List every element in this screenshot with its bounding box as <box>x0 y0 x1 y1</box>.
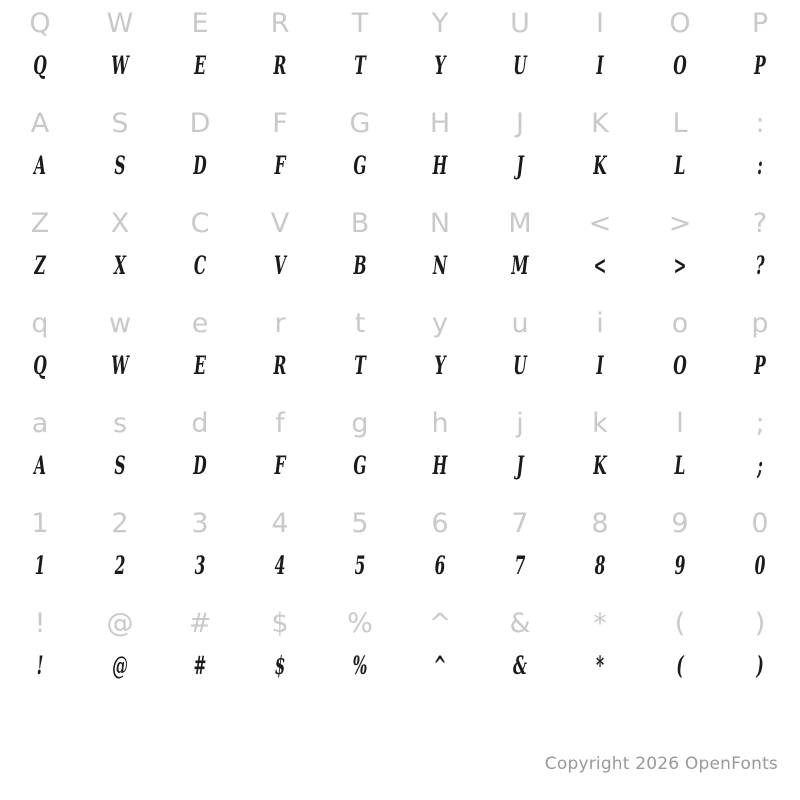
glyph-sample: $ <box>274 651 286 680</box>
key-label: > <box>668 208 692 239</box>
glyph-sample: S <box>114 151 126 180</box>
specimen-row-group <box>0 404 800 504</box>
glyph-sample: 6 <box>434 551 446 580</box>
glyph-sample: ? <box>755 251 765 280</box>
glyph-row <box>0 539 800 578</box>
key-label: w <box>108 308 132 339</box>
key-label: % <box>347 608 373 639</box>
glyph-row <box>0 639 800 678</box>
glyph-sample: D <box>193 151 207 180</box>
key-label: * <box>593 608 607 639</box>
glyph-sample: Y <box>434 351 446 380</box>
glyph-sample: : <box>757 151 763 180</box>
glyph-sample: L <box>674 151 686 180</box>
specimen-row-group <box>0 104 800 204</box>
key-label: 9 <box>671 508 689 539</box>
glyph-sample: G <box>353 151 367 180</box>
key-label: r <box>274 308 286 339</box>
key-label: 0 <box>751 508 769 539</box>
glyph-sample: 1 <box>34 551 46 580</box>
glyph-sample: 2 <box>114 551 126 580</box>
key-label-row <box>0 504 800 539</box>
key-label-row <box>0 604 800 639</box>
key-label: ) <box>754 608 766 639</box>
glyph-sample: H <box>432 451 448 480</box>
glyph-sample: U <box>513 51 527 80</box>
glyph-sample: Z <box>34 251 46 280</box>
key-label: H <box>429 108 451 139</box>
key-label: W <box>106 8 134 39</box>
key-label: f <box>275 408 285 439</box>
glyph-sample: R <box>273 351 287 380</box>
glyph-sample: N <box>432 251 448 280</box>
glyph-sample: 9 <box>674 551 686 580</box>
key-label: L <box>672 108 688 139</box>
glyph-sample: P <box>754 351 766 380</box>
key-label: A <box>30 108 50 139</box>
glyph-sample: * <box>595 651 605 680</box>
glyph-sample: 3 <box>194 551 206 580</box>
specimen-row-group <box>0 604 800 704</box>
glyph-sample: ! <box>36 651 44 680</box>
glyph-sample: 8 <box>594 551 606 580</box>
key-label: F <box>272 108 288 139</box>
key-label: i <box>596 308 604 339</box>
key-label: q <box>31 308 49 339</box>
key-label: o <box>671 308 689 339</box>
glyph-sample: X <box>113 251 127 280</box>
key-label: e <box>191 308 209 339</box>
key-label: : <box>755 108 765 139</box>
glyph-sample: T <box>354 51 366 80</box>
glyph-sample: J <box>516 451 524 480</box>
key-label: N <box>429 208 451 239</box>
glyph-sample: C <box>193 251 207 280</box>
key-label: ; <box>755 408 765 439</box>
glyph-sample: > <box>673 251 687 280</box>
key-label: U <box>510 8 530 39</box>
glyph-sample: # <box>193 651 207 680</box>
key-label: C <box>190 208 210 239</box>
key-label: & <box>509 608 531 639</box>
key-label: a <box>31 408 49 439</box>
glyph-sample: O <box>673 351 687 380</box>
glyph-row <box>0 339 800 378</box>
key-label: ? <box>752 208 768 239</box>
glyph-sample: 7 <box>514 551 526 580</box>
key-label: 7 <box>511 508 529 539</box>
glyph-sample: E <box>194 51 206 80</box>
glyph-sample: & <box>512 651 527 680</box>
key-label: P <box>751 8 769 39</box>
glyph-sample: 4 <box>274 551 286 580</box>
glyph-sample: J <box>516 151 524 180</box>
glyph-sample: A <box>33 451 47 480</box>
key-label: $ <box>271 608 289 639</box>
key-label: K <box>591 108 609 139</box>
specimen-row-group <box>0 4 800 104</box>
glyph-sample: W <box>111 51 129 80</box>
glyph-row <box>0 239 800 278</box>
glyph-sample: T <box>354 351 366 380</box>
key-label: 8 <box>591 508 609 539</box>
key-label: ^ <box>428 608 452 639</box>
key-label: # <box>188 608 212 639</box>
key-label-row <box>0 304 800 339</box>
glyph-sample: B <box>353 251 367 280</box>
glyph-sample: Q <box>33 351 47 380</box>
glyph-sample: K <box>593 451 607 480</box>
key-label: T <box>351 8 369 39</box>
glyph-sample: H <box>432 151 448 180</box>
key-label: G <box>349 108 371 139</box>
glyph-sample: Q <box>33 51 47 80</box>
key-label-row <box>0 104 800 139</box>
glyph-sample: E <box>194 351 206 380</box>
key-label: 2 <box>111 508 129 539</box>
key-label: k <box>592 408 608 439</box>
specimen-row-group <box>0 304 800 404</box>
key-label: s <box>112 408 128 439</box>
key-label: I <box>596 8 604 39</box>
key-label: y <box>432 308 448 339</box>
key-label: < <box>588 208 612 239</box>
key-label: j <box>516 408 524 439</box>
key-label: 3 <box>191 508 209 539</box>
key-label: h <box>431 408 449 439</box>
key-label: E <box>191 8 209 39</box>
glyph-sample: L <box>674 451 686 480</box>
key-label: Y <box>431 8 449 39</box>
glyph-sample: S <box>114 451 126 480</box>
key-label-row <box>0 204 800 239</box>
glyph-sample: ) <box>756 651 764 680</box>
key-label: 5 <box>351 508 369 539</box>
key-label: l <box>676 408 684 439</box>
glyph-sample: @ <box>112 651 128 680</box>
glyph-sample: G <box>353 451 367 480</box>
glyph-sample: < <box>593 251 607 280</box>
glyph-sample: Y <box>434 51 446 80</box>
glyph-sample: R <box>273 51 287 80</box>
glyph-sample: I <box>596 351 604 380</box>
glyph-row <box>0 39 800 78</box>
copyright-notice: Copyright 2026 OpenFonts <box>544 754 778 774</box>
glyph-sample: M <box>511 251 529 280</box>
glyph-sample: ^ <box>433 651 447 680</box>
glyph-sample: 5 <box>354 551 366 580</box>
glyph-sample: F <box>274 451 286 480</box>
key-label-row <box>0 404 800 439</box>
specimen-row-group <box>0 204 800 304</box>
glyph-sample: K <box>593 151 607 180</box>
key-label: d <box>191 408 209 439</box>
glyph-sample: O <box>673 51 687 80</box>
glyph-sample: I <box>596 51 604 80</box>
key-label: S <box>111 108 129 139</box>
glyph-sample: ; <box>757 451 763 480</box>
glyph-sample: U <box>513 351 527 380</box>
key-label: 1 <box>31 508 49 539</box>
glyph-sample: W <box>111 351 129 380</box>
key-label: B <box>350 208 370 239</box>
key-label: O <box>669 8 691 39</box>
key-label: ! <box>34 608 46 639</box>
glyph-sample: V <box>273 251 287 280</box>
key-label: V <box>270 208 290 239</box>
key-label: M <box>508 208 532 239</box>
key-label: 6 <box>431 508 449 539</box>
glyph-sample: P <box>754 51 766 80</box>
key-label: p <box>751 308 769 339</box>
key-label: R <box>270 8 290 39</box>
glyph-sample: ( <box>676 651 684 680</box>
glyph-sample: D <box>193 451 207 480</box>
key-label: u <box>511 308 529 339</box>
key-label: t <box>354 308 366 339</box>
key-label: @ <box>106 608 134 639</box>
glyph-row <box>0 439 800 478</box>
key-label: Z <box>30 208 50 239</box>
key-label: J <box>516 108 524 139</box>
glyph-sample: A <box>33 151 47 180</box>
glyph-row <box>0 139 800 178</box>
key-label: g <box>351 408 369 439</box>
specimen-row-group <box>0 504 800 604</box>
key-label: D <box>189 108 211 139</box>
key-label-row <box>0 4 800 39</box>
glyph-sample: F <box>274 151 286 180</box>
key-label: ( <box>674 608 686 639</box>
key-label: X <box>110 208 130 239</box>
glyph-sample: 0 <box>754 551 766 580</box>
key-label: Q <box>29 8 51 39</box>
glyph-sample: % <box>352 651 368 680</box>
key-label: 4 <box>271 508 289 539</box>
